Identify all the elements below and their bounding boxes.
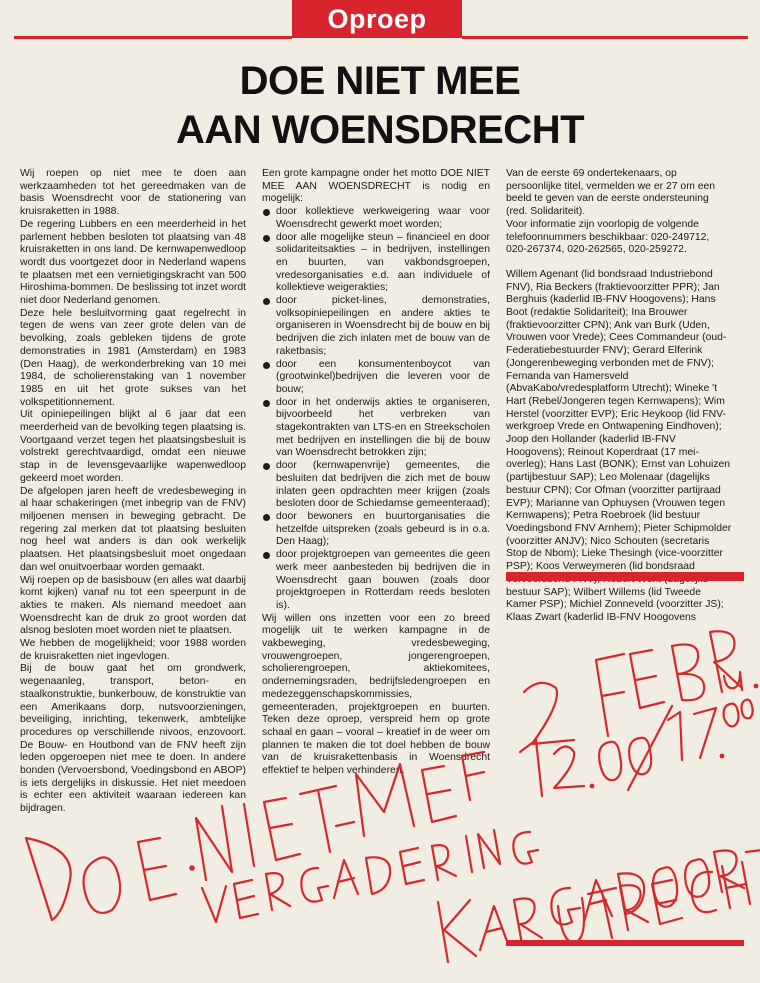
list-item: door (kernwapenvrije) gemeentes, die besluiten dat bedrijven die zich met de bouw inlaten geen opdrachten meer krijgen (zoals besloten door de Schiedamse gemeenteraad); [262,460,490,511]
campaign-intro: Een grote kampagne onder het motto DOE NIET MEE AAN WOENSDRECHT is nodig en mogelijk: [262,168,490,205]
paragraph: Wij roepen op niet mee te doen aan werkzaamheden tot het gereedmaken van de basis Woensdrecht voor de stationering van kruisraketten in 1988. [20,168,246,218]
headline-line-1: DOE NIET MEE [239,59,521,103]
paragraph: Bij de bouw gaat het om grondwerk, wegenaanleg, transport, beton- en staalkonstruktie, bunkerbouw, de konstruktie van een Amerikaans dorp, nutsvoorzieningen, beveiliging, inrichting, tekenwerk, ambtelijke procedures op verschillende nivoos, enzovoort. De Bouw- en Houtbond van de FNV heeft zijn leden opgeroepen niet mee te doen. In andere bonden (Vervoersbond, Voedingsbond en ABOP) is iets dergelijks in diskussie. Het niet meedoen is echter een aktiviteit waaraan iedereen kan bijdragen. [20,663,246,815]
signatories-intro: Van de eerste 69 ondertekenaars, op persoonlijke titel, vermelden we er 27 om een beeld te geven van de eerste ondersteuning (red. Solidariteit). [506,168,716,218]
list-item: door projektgroepen van gemeentes die geen werk meer aanbesteden bij bedrijven die in Woensdrecht gaan bouwen (zoals door projektgroepen in Rotterdam reeds besloten is). [262,549,490,613]
list-item: door picket-lines, demonstraties, volksopiniepeilingen en andere akties te organiseren in Woensdrecht bij de bouw en bij bedrijven die zich inlaten met de bouw van de raketbasis; [262,295,490,359]
list-item: door alle mogelijke steun – financieel en door solidariteitsakties – in bedrijven, instellingen en buurten, van vakbondsgroepen, vredesorganisaties e.d. aan individuele of kollektieve weigerakties; [262,232,490,296]
contact-phones: Voor informatie zijn voorlopig de volgende telefoonnummers beschikbaar: 020-249712, 020-267374, 020-262565, 020-259272. [506,218,710,256]
paragraph: Wij roepen op de basisbouw (en alles wat daarbij komt kijken) vanaf nu tot een speerpunt in de akties te maken. Als niemand meedoet aan Woensdrecht kan de druk zo groot worden dat alsnog besloten moet worden niet te plaatsen. [20,574,246,637]
paragraph: Uit opiniepeilingen blijkt al 6 jaar dat een meerderheid van de bevolking tegen plaatsing is. Voortgaand verzet tegen het plaatsingsbesluit is volstrekt gerechtvaardigd, omdat een nieuwe stap in de levensgevaarlijke wapenwedloop gekeerd moet worden. [20,409,246,484]
paragraph: De regering Lubbers en een meerderheid in het parlement hebben besloten tot plaatsing van 48 kruisraketten in ons land. De kernwapenwedloop wordt dus voortgezet door in Nederland wapens te plaatsen met een vernietigingskracht van 500 Hiroshima-bommen. De beslissing tot inzet wordt niet door Nederland genomen. [20,218,246,307]
paragraph: We hebben de mogelijkheid; voor 1988 worden de kruisraketten niet ingevlogen. [20,638,246,662]
list-item: door bewoners en buurtorganisaties die hetzelfde uitspreken (zoals gebeurd is in o.a. Den Haag); [262,511,490,549]
oproep-banner: Oproep [292,0,462,38]
headline-line-2: AAN WOENSDRECHT [175,108,585,152]
paragraph: Deze hele besluitvorming gaat regelrecht in tegen de wens van zeer grote delen van de bevolking, zoals gebleken tijdens de grote demonstraties in 1981 (Amsterdam) en 1983 (Den Haag), de werkonderbreking van 10 mei 1984, de scholierenstaking van 1 november 1985 en uit het grote sukses van het volkspetitionnement. [20,307,246,408]
list-item: door een konsumentenboycot van (grootwinkel)bedrijven die leveren voor de bouw; [262,359,490,397]
list-item: door in het onderwijs akties te organiseren, bijvoorbeeld het verbreken van stagekontrakten van LTS-en en Streekscholen met bedrijven en instellingen die bij de bouw van Woensdrecht betrokken zijn; [262,397,490,461]
signatories-list: Willem Agenant (lid bondsraad Industriebond FNV), Ria Beckers (fraktievoorzitter PPR); Jan Berghuis (kaderlid IB-FNV Hoogovens); Hans Boot (redaktie Solidariteit); Ina Brouwer (fraktievoorzitter CPN); Ank van Burk (Uden, Vrouwen voor Vrede); Cees Commandeur (oud-Federatiebestuurder FNV); Gerard Elferink (Jongerenbeweging verbonden met de FNV); Fernanda van Hamersveld (AbvaKabo/vredesplatform Utrecht); Wineke 't Hart (Rebel/Jongeren tegen Kernwapens); Wim Herstel (voorzitter EVP); Eric Heykoop (lid FNV-werkgroep Vrede en Ontwapening Eindhoven); Joop den Hollander (kaderlid IB-FNV Hoogovens); Reinout Koperdraat (17 mei-overleg); Hans Last (BONK); Ernst van Lohuizen (partijbestuur SAP); Leo Molenaar (dagelijks bestuur CPN); Cor Ofman (voorzitter partijraad EVP); Marianne van Ophuysen (Vrouwen tegen Kernwapens); Petra Roebroek (lid bestuur Voedingsbond FNV Arnhem); Pieter Schipmolder (voorzitter ANJV); Nico Schouten (secretaris Stop de Nbom); Lieke Thesingh (vice-voorzitter PSP); Koos Verweymeren (lid bondsraad bestuur SAP); Wilbert Willems (lid Tweede Kamer PSP); Michiel Zonneveld (voorzitter JS); Klaas Zwart (kaderlid IB-FNV Hoogovens [506,268,732,623]
list-item: door kollektieve werkweigering waar voor Woensdrecht gewerkt moet worden; [262,206,490,231]
paragraph: De afgelopen jaren heeft de vredesbeweging in al haar schakeringen (met inbegrip van de FNV) miljoenen mensen in beweging gebracht. De regering zal merken dat tot plaatsing besluiten nog heel wat anders is dan ook werkelijk plaatsen. Het plaatsingsbesluit moet ongedaan dan wel onuitvoerbaar worden gemaakt. [20,485,246,573]
campaign-outro: Wij willen ons inzetten voor een zo breed mogelijk uit te werken kampagne in de vakbeweging, vredesbeweging, vrouwengroepen, jongerengroepen, scholierengroepen, aktiekomitees, ondernemingsraden, bedrijfsledengroepen en medezeggenschapskommissies, gemeenteraden, projektgroepen en buurten. Teken deze oproep, verspreid hem op grote schaal en gaan – vooral – kreatief in de weer om plannen te maken die tot doel hebben de bouw van de kruisrakettenbasis in Woensdrecht effektief te helpen verhinderen. [262,612,490,777]
